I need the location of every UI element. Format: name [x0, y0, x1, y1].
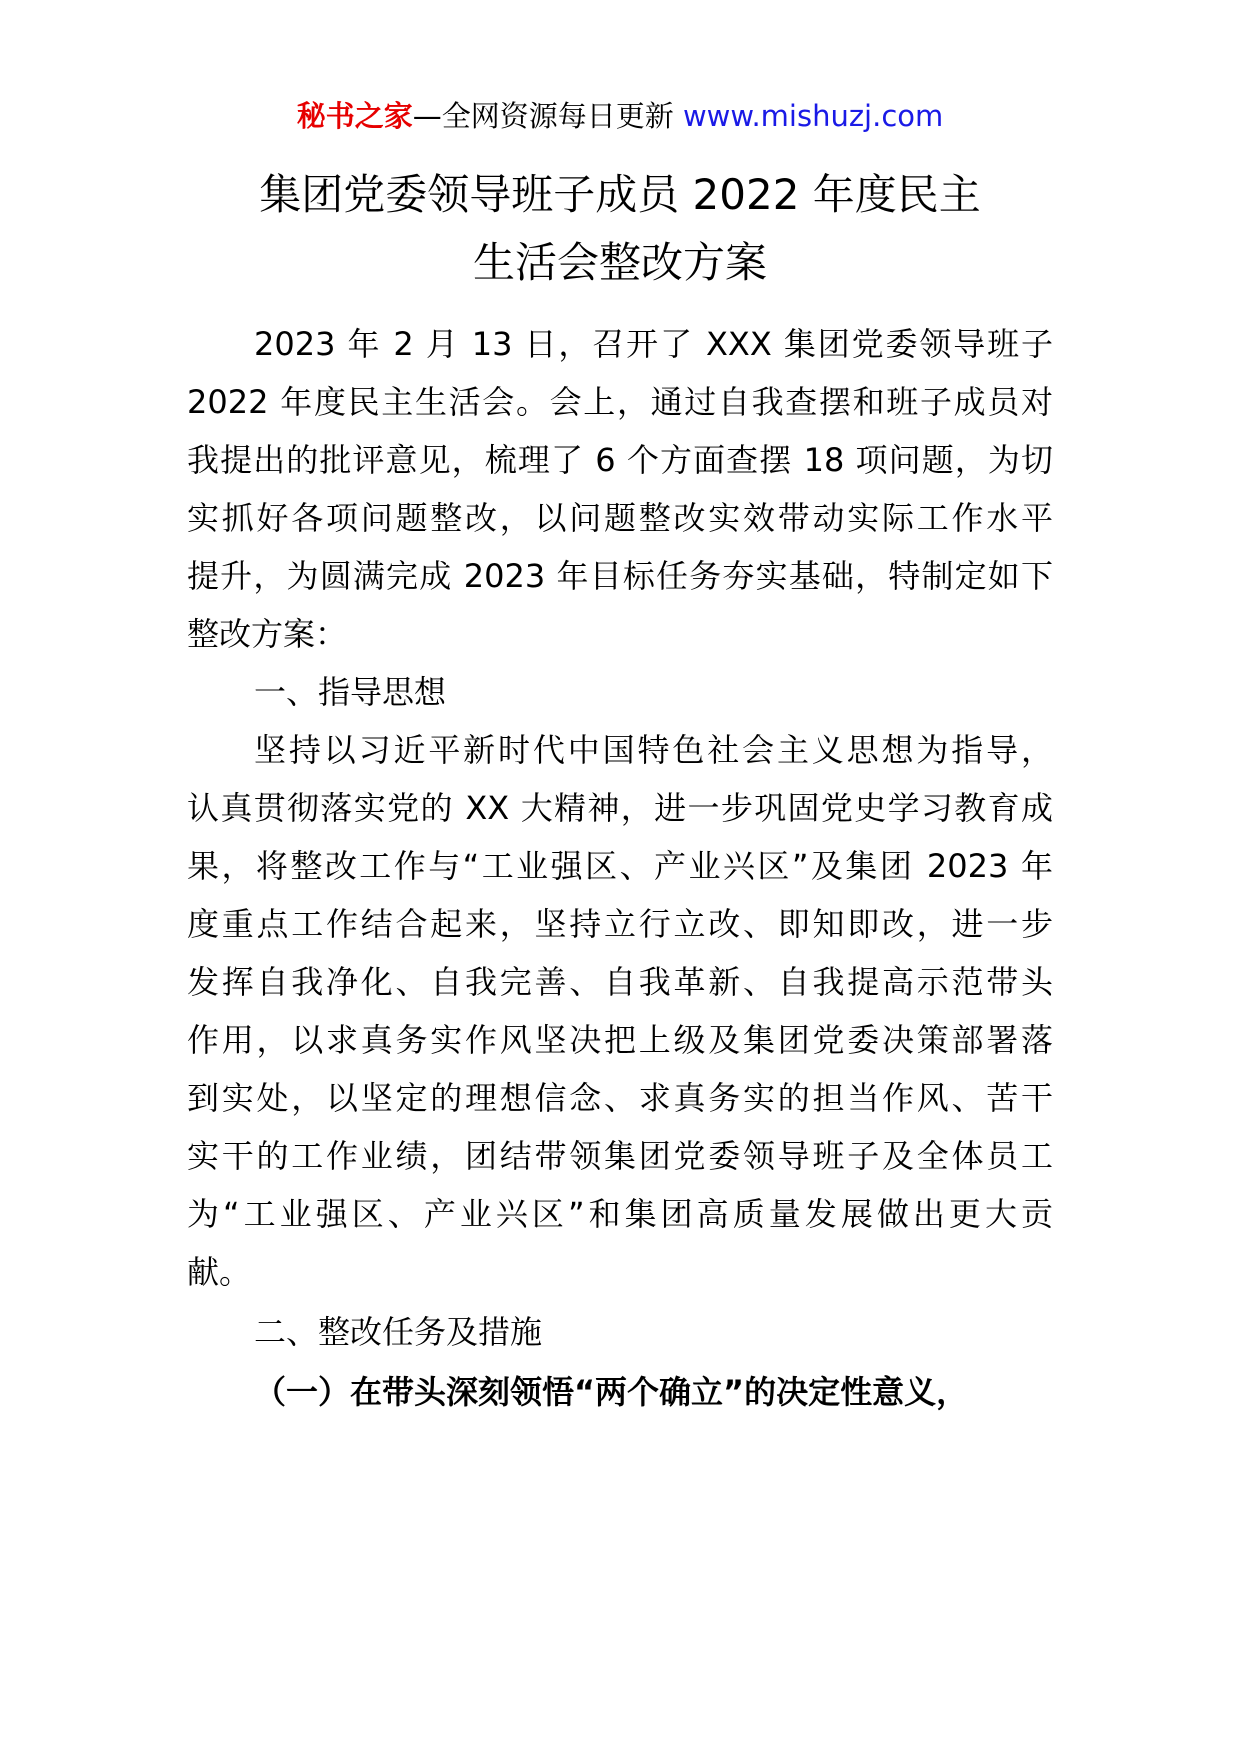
section-1-line-6: 作用，以求真务实作风坚决把上级及集团党委决策部署落	[187, 1021, 1053, 1059]
section-1-line-7: 到实处，以坚定的理想信念、求真务实的担当作风、苦干	[187, 1079, 1053, 1117]
section-1-heading: 一、指导思想	[254, 673, 447, 711]
section-1-line-10: 献。	[187, 1253, 252, 1291]
section-2-subheading: （一）在带头深刻领悟“两个确立”的决定性意义，	[254, 1373, 969, 1411]
site-tagline: —全网资源每日更新	[412, 99, 674, 133]
intro-line-4: 实抓好各项问题整改，以问题整改实效带动实际工作水平	[187, 499, 1053, 537]
section-1-line-1: 坚持以习近平新时代中国特色社会主义思想为指导，	[254, 731, 1053, 769]
section-1-line-3: 果，将整改工作与“工业强区、产业兴区”及集团 2023 年	[187, 847, 1053, 885]
section-1-line-5: 发挥自我净化、自我完善、自我革新、自我提高示范带头	[187, 963, 1053, 1001]
section-1-line-8: 实干的工作业绩，团结带领集团党委领导班子及全体员工	[187, 1137, 1053, 1175]
section-2-heading: 二、整改任务及措施	[254, 1313, 543, 1351]
intro-line-3: 我提出的批评意见，梳理了 6 个方面查摆 18 项问题，为切	[187, 441, 1053, 479]
site-url-link[interactable]: www.mishuzj.com	[682, 99, 944, 133]
site-brand: 秘书之家	[296, 99, 413, 133]
intro-line-2: 2022 年度民主生活会。会上，通过自我查摆和班子成员对	[187, 383, 1053, 421]
intro-line-1: 2023 年 2 月 13 日，召开了 XXX 集团党委领导班子	[254, 325, 1053, 363]
section-1-line-9: 为“工业强区、产业兴区”和集团高质量发展做出更大贡	[187, 1195, 1053, 1233]
document-title-line-1: 集团党委领导班子成员 2022 年度民主	[259, 170, 981, 219]
site-header	[0, 96, 1240, 136]
section-1-line-4: 度重点工作结合起来，坚持立行立改、即知即改，进一步	[187, 905, 1053, 943]
document-title-line-2: 生活会整改方案	[472, 238, 767, 287]
intro-line-5: 提升，为圆满完成 2023 年目标任务夯实基础，特制定如下	[187, 557, 1053, 595]
section-1-line-2: 认真贯彻落实党的 XX 大精神，进一步巩固党史学习教育成	[187, 789, 1053, 827]
intro-line-6: 整改方案：	[187, 615, 348, 653]
